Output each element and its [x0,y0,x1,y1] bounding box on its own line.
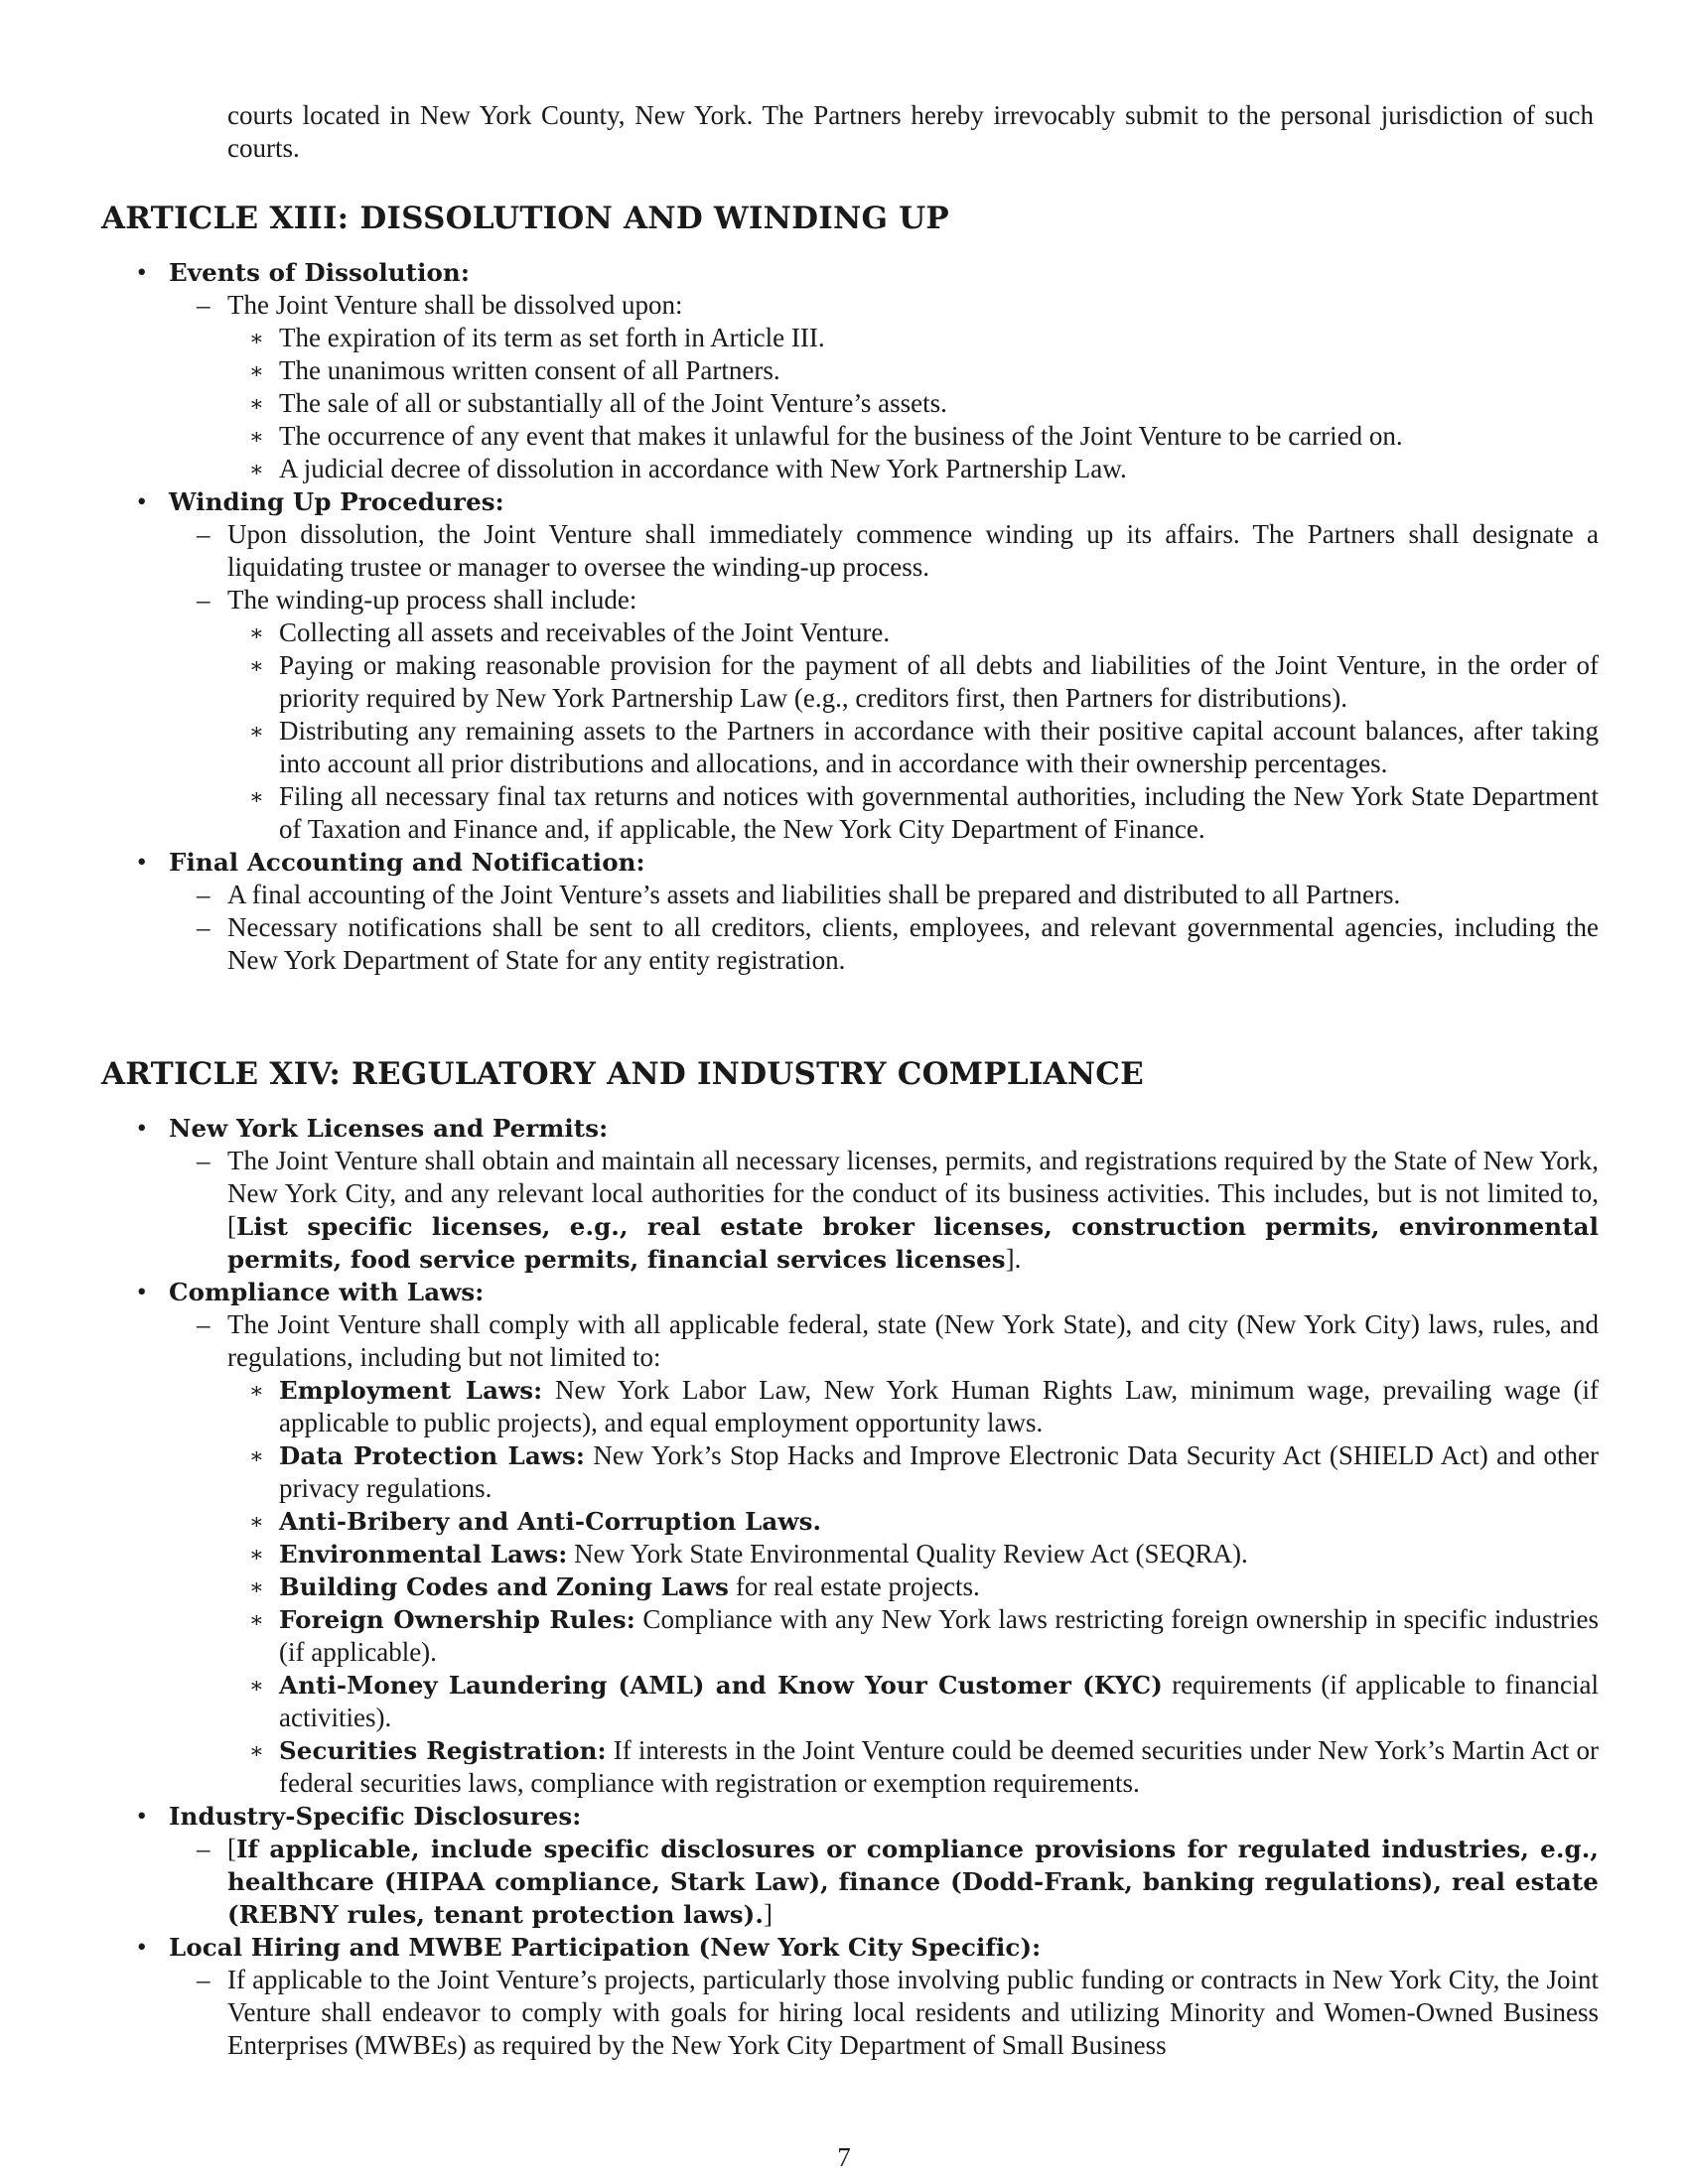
dash-icon: – [197,1965,211,1994]
events-section [101,256,1599,485]
intro-paragraph: courts located in New York County, New York. The Partners hereby irrevocably submit to the personal jurisdiction of such courts. [227,100,1594,163]
bullet-icon: • [137,1801,147,1831]
list-item: ∗ A judicial decree of dissolution in accordance with New York Partnership Law. [249,454,1127,483]
asterisk-icon: ∗ [249,1673,264,1698]
asterisk-icon: ∗ [249,1574,264,1599]
local-section [101,1931,1599,2062]
asterisk-icon: ∗ [249,719,264,744]
article-13-title: ARTICLE XIII: DISSOLUTION AND WINDING UP [101,201,949,236]
list-item: ∗ Foreign Ownership Rules: Compliance with any New York laws restricting foreign ownership in specific industries (if applicable). [249,1604,1599,1667]
list-item: ∗ The occurrence of any event that makes it unlawful for the business of the Joint Venture to be carried on. [249,421,1403,451]
industry-heading: Industry-Specific Disclosures: [169,1802,582,1831]
list-item: ∗ Building Codes and Zoning Laws for real estate projects. [249,1571,980,1601]
list-item: ∗ Paying or making reasonable provision for the payment of all debts and liabilities of the Joint Venture, in the order of priority required by New York Partnership Law (e.g., creditors first, then Partners for distributions). [249,650,1599,713]
asterisk-icon: ∗ [249,620,264,645]
laws-section [101,1276,1599,1800]
dash-icon: – [197,1146,211,1175]
list-item: – The Joint Venture shall be dissolved upon: ∗ The expiration of its term as set forth in Article III. ∗ The unanimous written consent of all Partners. ∗ The sale of all or substantially all of the Joint Venture’s assets. ∗ The occurrence of any event that makes it unlawful for the business of the Joint Venture to be carried on. ∗ A judicial decree of dissolution in accordance with New York Partnership Law. [169,289,1599,485]
industry-section [101,1800,1599,1931]
dash-icon: – [197,880,211,909]
bullet-icon: • [137,1277,147,1306]
dash-icon: – [197,585,211,614]
bullet-icon: • [137,257,147,287]
dash-icon: – [197,1834,211,1863]
asterisk-icon: ∗ [249,1443,264,1468]
licenses-heading: New York Licenses and Permits: [169,1114,609,1143]
asterisk-icon: ∗ [249,358,264,383]
asterisk-icon: ∗ [249,457,264,481]
list-item: ∗ The expiration of its term as set forth in Article III. [249,323,825,352]
list-item: ∗ Environmental Laws: New York State Environmental Quality Review Act (SEQRA). [249,1539,1248,1569]
list-item: ∗ The sale of all or substantially all of the Joint Venture’s assets. [249,388,947,418]
winding-heading: Winding Up Procedures: [169,487,504,516]
list-item: – The Joint Venture shall obtain and maintain all necessary licenses, permits, and registrations required by the State of New York, New York City, and any relevant local authorities for the conduct of its business activities. This includes, but is not limited to, [List specific licenses, e.g., real estate broker licenses, construction permits, environmental permits, food service permits, financial services licenses]. [197,1146,1599,1274]
local-heading: Local Hiring and MWBE Participation (New York City Specific): [169,1933,1042,1962]
list-item: ∗ The unanimous written consent of all Partners. [249,355,780,385]
laws-heading: Compliance with Laws: [169,1278,485,1306]
list-item: ∗ Anti-Money Laundering (AML) and Know Your Customer (KYC) requirements (if applicable to financial activities). [249,1670,1599,1732]
final-section [101,846,1599,977]
asterisk-icon: ∗ [249,424,264,449]
asterisk-icon: ∗ [249,1542,264,1567]
list-item: ∗ Collecting all assets and receivables of the Joint Venture. [249,617,891,647]
list-item: ∗ Securities Registration: If interests in the Joint Venture could be deemed securities under New York’s Martin Act or federal securities laws, compliance with registration or exemption requirements. [249,1735,1599,1798]
article-14-title: ARTICLE XIV: REGULATORY AND INDUSTRY COMPLIANCE [101,1056,1145,1092]
article-14-list [101,1112,1599,2062]
list-item: ∗ Data Protection Laws: New York’s Stop Hacks and Improve Electronic Data Security Act (SHIELD Act) and other privacy regulations. [249,1440,1599,1503]
winding-section [101,485,1599,846]
list-item: – [If applicable, include specific disclosures or compliance provisions for regulated industries, e.g., healthcare (HIPAA compliance, Stark Law), finance (Dodd-Frank, banking regulations), real estate (REBNY rules, tenant protection laws).] [197,1834,1599,1929]
bullet-icon: • [137,1932,147,1962]
page-number: 7 [837,2142,851,2172]
bullet-icon: • [137,1113,147,1143]
bullet-icon: • [137,486,147,516]
list-item: – Necessary notifications shall be sent to all creditors, clients, employees, and relevant governmental agencies, including the New York Department of State for any entity registration. [197,912,1599,975]
dash-icon: – [197,519,211,549]
events-heading: Events of Dissolution: [169,258,470,287]
list-item: ∗ Distributing any remaining assets to the Partners in accordance with their positive capital account balances, after taking into account all prior distributions and allocations, and in accordance with their ownership percentages. [249,716,1599,778]
list-item: ∗ Anti-Bribery and Anti-Corruption Laws. [249,1507,822,1536]
asterisk-icon: ∗ [249,1738,264,1763]
dash-icon: – [197,1309,211,1339]
list-item: ∗ Filing all necessary final tax returns and notices with governmental authorities, including the New York State Department of Taxation and Finance and, if applicable, the New York City Department of Finance. [249,781,1599,844]
asterisk-icon: ∗ [249,326,264,350]
dash-icon: – [197,290,211,320]
asterisk-icon: ∗ [249,391,264,416]
final-heading: Final Accounting and Notification: [169,848,645,877]
article-13-list [101,256,1599,977]
bullet-icon: • [137,847,147,877]
list-item: – The Joint Venture shall comply with all applicable federal, state (New York State), and city (New York City) laws, rules, and regulations, including but not limited to: ∗ Employment Laws: New York Labor Law, New York Human Rights Law, minimum wage, prevailing wage (if applicable to public projects), and equal employment opportunity laws. ∗ Data Protection Laws: New York’s Stop Hacks and Improve Electronic Data Security Act (SHIELD Act) and other privacy regulations. ∗ Anti-Bribery and Anti-Corruption Laws. ∗ Environmental Laws: New York State Environmental Quality Review Act (SEQRA). ∗ Building Codes and Zoning Laws for real estate projects. ∗ Foreign Ownership Rules: Compliance with any New York laws restricting foreign ownership in specific industries (if applicable). ∗ Anti-Money Laundering (AML) and Know Your Customer (KYC) requirements (if applicable to financial activities). ∗ Securities Registration: If interests in the Joint Venture could be deemed securities under New York’s Martin Act or federal securities laws, compliance with registration or exemption requirements. [197,1309,1599,1798]
asterisk-icon: ∗ [249,1378,264,1403]
licenses-section [101,1112,1599,1276]
asterisk-icon: ∗ [249,784,264,809]
list-item: – A final accounting of the Joint Venture’s assets and liabilities shall be prepared and distributed to all Partners. [197,880,1401,909]
dash-icon: – [197,912,211,942]
list-item: ∗ Employment Laws: New York Labor Law, New York Human Rights Law, minimum wage, prevailing wage (if applicable to public projects), and equal employment opportunity laws. [249,1375,1599,1437]
asterisk-icon: ∗ [249,653,264,678]
list-item: – If applicable to the Joint Venture’s projects, particularly those involving public funding or contracts in New York City, the Joint Venture shall endeavor to comply with goals for hiring local residents and utilizing Minority and Women-Owned Business Enterprises (MWBEs) as required by the New York City Department of Small Business [197,1965,1599,2060]
asterisk-icon: ∗ [249,1607,264,1632]
list-item: – The winding-up process shall include: ∗ Collecting all assets and receivables of the Joint Venture. ∗ Paying or making reasonable provision for the payment of all debts and liabilities of the Joint Venture, in the order of priority required by New York Partnership Law (e.g., creditors first, then Partners for distributions). ∗ Distributing any remaining assets to the Partners in accordance with their positive capital account balances, after taking into account all prior distributions and allocations, and in accordance with their ownership percentages. ∗ Filing all necessary final tax returns and notices with governmental authorities, including the New York State Department of Taxation and Finance and, if applicable, the New York City Department of Finance. [197,585,1599,844]
asterisk-icon: ∗ [249,1509,264,1534]
list-item: – Upon dissolution, the Joint Venture shall immediately commence winding up its affairs. The Partners shall designate a liquidating trustee or manager to oversee the winding-up process. [197,519,1599,582]
